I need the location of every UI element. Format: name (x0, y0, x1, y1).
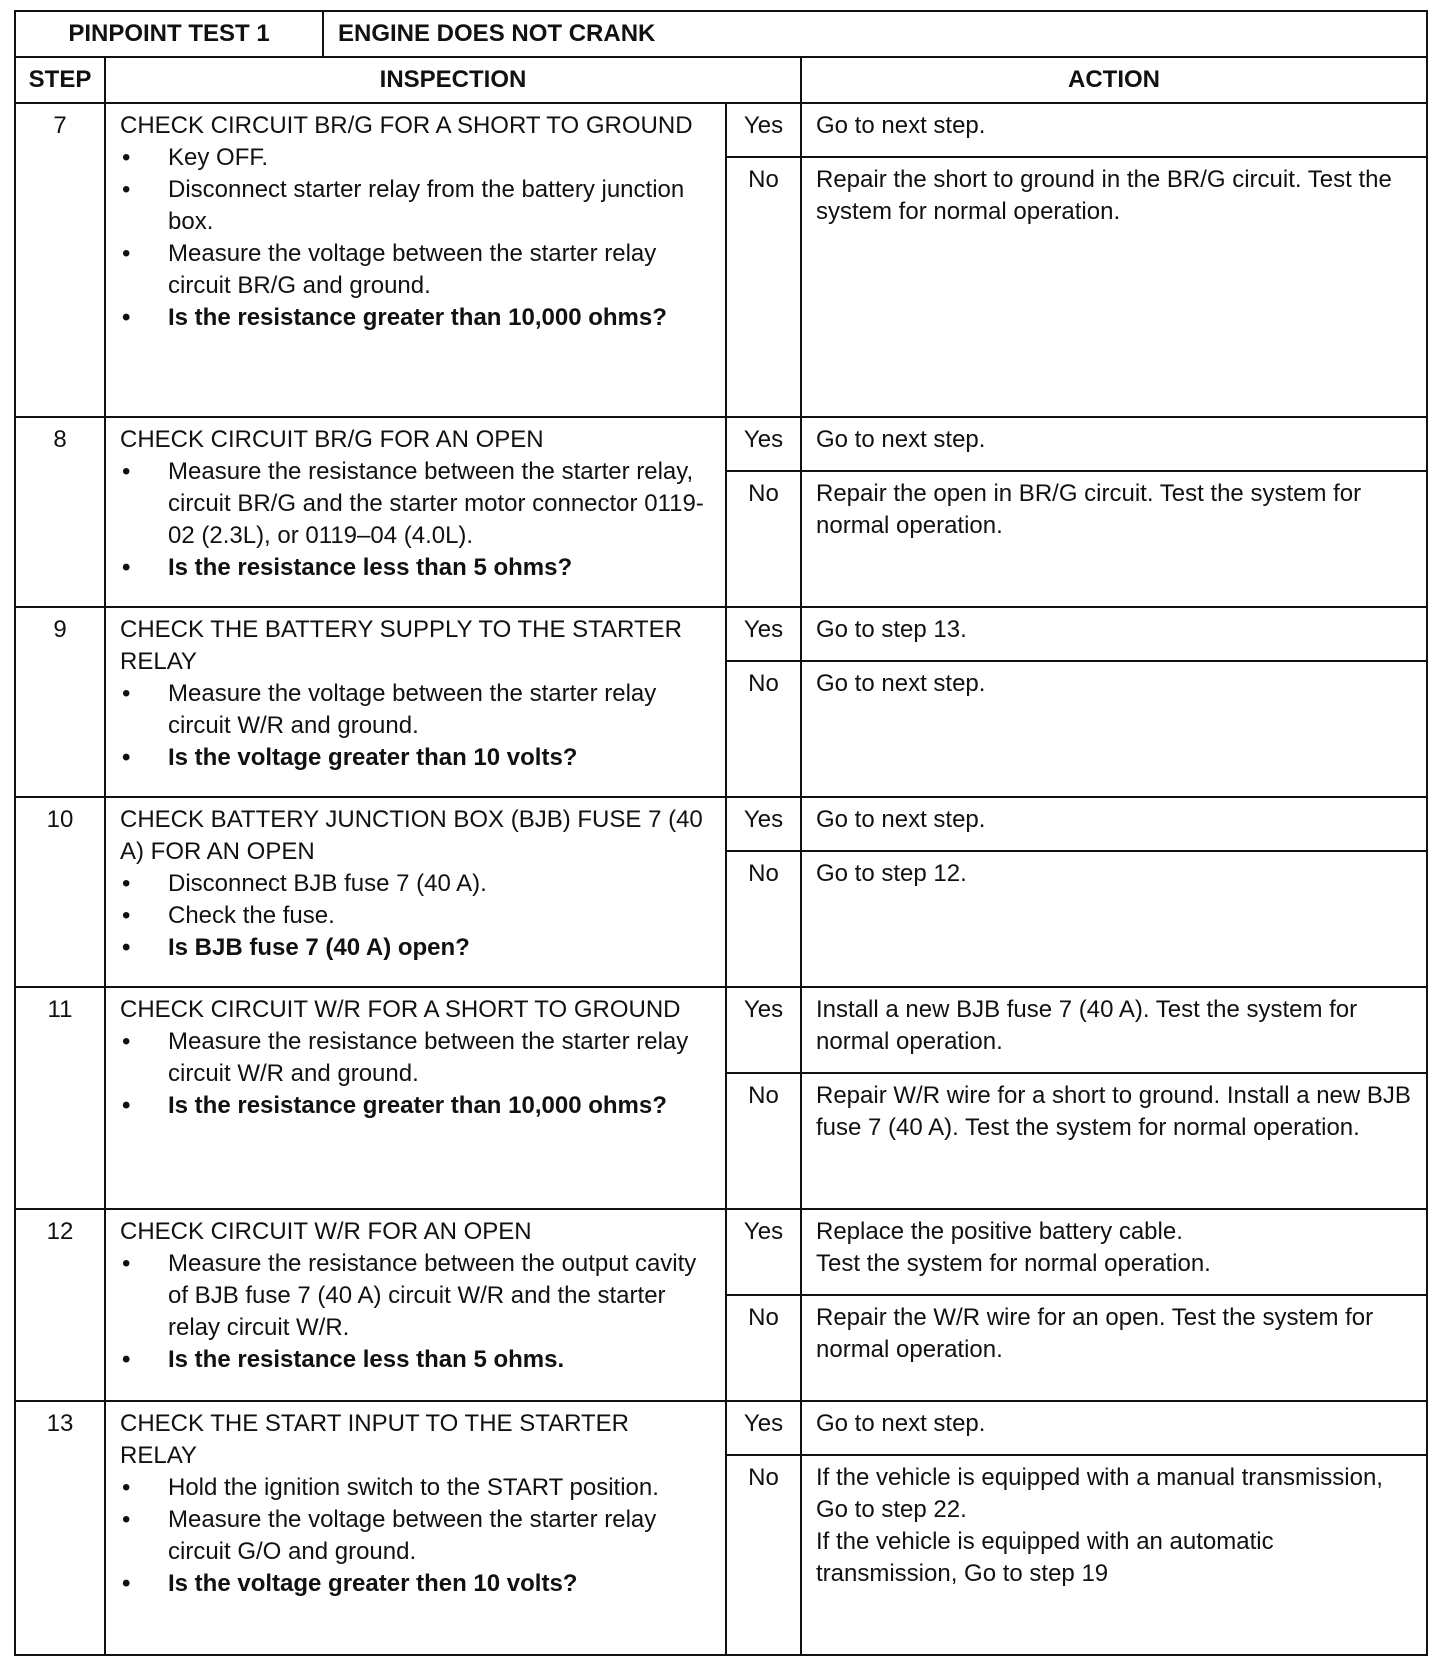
action-yes (801, 103, 1427, 157)
inspection-steps-list (120, 1472, 711, 1600)
action-no (801, 157, 1427, 417)
step-row (15, 417, 1427, 471)
pinpoint-test-sheet (14, 10, 1426, 1656)
inspection-cell (105, 607, 726, 797)
inspection-cell (105, 103, 726, 417)
action-text: Go to step 12. (816, 860, 967, 887)
inspection-cell (105, 1401, 726, 1655)
step-number: 12 (15, 1209, 105, 1401)
action-no (801, 471, 1427, 607)
test-label: PINPOINT TEST 1 (15, 11, 323, 57)
answer-no: No (726, 1295, 801, 1401)
inspection-steps-list (120, 1248, 711, 1376)
answer-no: No (726, 851, 801, 987)
action-text: Test the system for normal operation. (816, 1250, 1211, 1277)
step-row (15, 103, 1427, 157)
step-row (15, 607, 1427, 661)
inspection-step-item: • Hold the ignition switch to the START position. (120, 1472, 711, 1504)
answer-yes: Yes (726, 987, 801, 1073)
inspection-title: CHECK CIRCUIT W/R FOR AN OPEN (120, 1218, 532, 1245)
action-text: Repair the short to ground in the BR/G circuit. Test the system for normal operation. (816, 166, 1392, 225)
answer-no: No (726, 1455, 801, 1655)
answer-yes: Yes (726, 1209, 801, 1295)
action-yes (801, 607, 1427, 661)
answer-no: No (726, 661, 801, 797)
action-yes (801, 987, 1427, 1073)
inspection-step-item: • Disconnect BJB fuse 7 (40 A). (120, 868, 711, 900)
column-header-action: ACTION (801, 57, 1427, 103)
answer-yes: Yes (726, 797, 801, 851)
action-text: Install a new BJB fuse 7 (40 A). Test the system for normal operation. (816, 996, 1358, 1055)
inspection-title: CHECK BATTERY JUNCTION BOX (BJB) FUSE 7 (40 A) FOR AN OPEN (120, 806, 703, 865)
column-header-row (15, 57, 1427, 103)
inspection-title: CHECK CIRCUIT W/R FOR A SHORT TO GROUND (120, 996, 681, 1023)
action-no (801, 1295, 1427, 1401)
step-number: 7 (15, 103, 105, 417)
inspection-step-item: • Measure the voltage between the starter relay circuit BR/G and ground. (120, 238, 711, 302)
action-yes (801, 417, 1427, 471)
inspection-question: • Is the voltage greater than 10 volts? (120, 742, 711, 774)
inspection-steps-list (120, 456, 711, 584)
action-yes (801, 1209, 1427, 1295)
column-header-step: STEP (15, 57, 105, 103)
column-header-inspection: INSPECTION (105, 57, 801, 103)
step-row (15, 1209, 1427, 1295)
action-no (801, 661, 1427, 797)
inspection-steps-list (120, 142, 711, 334)
inspection-question: • Is the resistance greater than 10,000 ohms? (120, 1090, 711, 1122)
pinpoint-table (14, 10, 1428, 1656)
action-text: If the vehicle is equipped with an automatic transmission, Go to step 19 (816, 1528, 1274, 1587)
action-text: Go to next step. (816, 1410, 986, 1437)
action-yes (801, 797, 1427, 851)
answer-yes: Yes (726, 103, 801, 157)
inspection-title: CHECK CIRCUIT BR/G FOR AN OPEN (120, 426, 544, 453)
inspection-question: • Is the resistance less than 5 ohms? (120, 552, 711, 584)
inspection-cell (105, 1209, 726, 1401)
inspection-cell (105, 987, 726, 1209)
inspection-title: CHECK CIRCUIT BR/G FOR A SHORT TO GROUND (120, 112, 693, 139)
inspection-cell (105, 417, 726, 607)
step-number: 11 (15, 987, 105, 1209)
title-row (15, 11, 1427, 57)
test-title: ENGINE DOES NOT CRANK (323, 11, 1427, 57)
inspection-title: CHECK THE BATTERY SUPPLY TO THE STARTER RELAY (120, 616, 682, 675)
action-text: Go to next step. (816, 670, 986, 697)
inspection-steps-list (120, 868, 711, 964)
step-row (15, 797, 1427, 851)
answer-yes: Yes (726, 417, 801, 471)
action-text: Go to step 13. (816, 616, 967, 643)
step-number: 8 (15, 417, 105, 607)
inspection-title: CHECK THE START INPUT TO THE STARTER RELAY (120, 1410, 629, 1469)
answer-no: No (726, 157, 801, 417)
action-text: Repair W/R wire for a short to ground. Install a new BJB fuse 7 (40 A). Test the system for normal operation. (816, 1082, 1411, 1141)
answer-yes: Yes (726, 1401, 801, 1455)
inspection-step-item: • Measure the voltage between the starter relay circuit G/O and ground. (120, 1504, 711, 1568)
action-no (801, 1455, 1427, 1655)
step-row (15, 1401, 1427, 1455)
action-text: Go to next step. (816, 806, 986, 833)
inspection-question: • Is the resistance greater than 10,000 ohms? (120, 302, 711, 334)
inspection-step-item: • Disconnect starter relay from the battery junction box. (120, 174, 711, 238)
step-number: 13 (15, 1401, 105, 1655)
action-text: Replace the positive battery cable. (816, 1218, 1183, 1245)
answer-no: No (726, 1073, 801, 1209)
inspection-step-item: • Measure the resistance between the output cavity of BJB fuse 7 (40 A) circuit W/R and the starter relay circuit W/R. (120, 1248, 711, 1344)
inspection-question: • Is BJB fuse 7 (40 A) open? (120, 932, 711, 964)
action-text: Go to next step. (816, 426, 986, 453)
inspection-steps-list (120, 678, 711, 774)
inspection-cell (105, 797, 726, 987)
action-text: Repair the open in BR/G circuit. Test the system for normal operation. (816, 480, 1362, 539)
action-yes (801, 1401, 1427, 1455)
inspection-question: • Is the voltage greater then 10 volts? (120, 1568, 711, 1600)
steps-body (15, 103, 1427, 1655)
step-number: 9 (15, 607, 105, 797)
inspection-step-item: • Measure the resistance between the starter relay circuit W/R and ground. (120, 1026, 711, 1090)
inspection-step-item: • Measure the voltage between the starter relay circuit W/R and ground. (120, 678, 711, 742)
answer-no: No (726, 471, 801, 607)
inspection-steps-list (120, 1026, 711, 1122)
inspection-step-item: • Check the fuse. (120, 900, 711, 932)
step-number: 10 (15, 797, 105, 987)
action-text: Repair the W/R wire for an open. Test the system for normal operation. (816, 1304, 1374, 1363)
action-no (801, 1073, 1427, 1209)
answer-yes: Yes (726, 607, 801, 661)
action-text: If the vehicle is equipped with a manual transmission, Go to step 22. (816, 1464, 1383, 1523)
action-no (801, 851, 1427, 987)
step-row (15, 987, 1427, 1073)
inspection-step-item: • Measure the resistance between the starter relay, circuit BR/G and the starter motor connector 0119-02 (2.3L), or 0119–04 (4.0L). (120, 456, 711, 552)
inspection-step-item: • Key OFF. (120, 142, 711, 174)
action-text: Go to next step. (816, 112, 986, 139)
inspection-question: • Is the resistance less than 5 ohms. (120, 1344, 711, 1376)
